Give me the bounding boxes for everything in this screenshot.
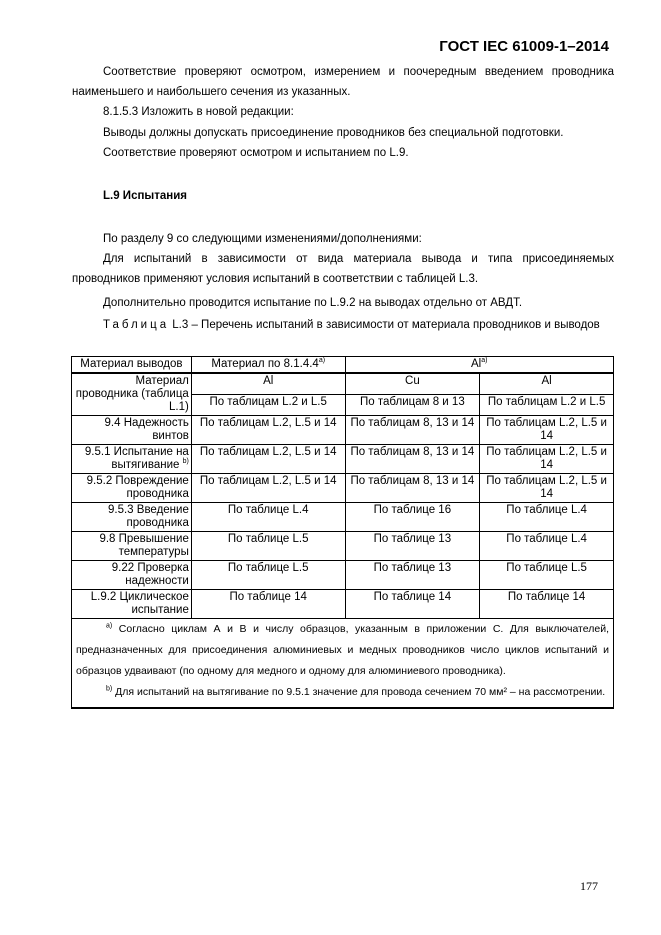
table-caption-word: Таблица (103, 319, 170, 331)
tests-table (71, 356, 614, 709)
table-cell: По таблицам L.2, L.5 и 14 (191, 474, 345, 503)
table-cell: По таблице L.4 (191, 503, 345, 532)
table-caption (72, 315, 614, 335)
table-cell: По таблице L.5 (191, 561, 345, 590)
table-cell: По таблице 13 (345, 532, 480, 561)
table-row (72, 561, 614, 590)
table-cell: Al (191, 373, 345, 395)
table-header-row (72, 357, 614, 374)
table-cell: По таблицам L.2, L.5 и 14 (480, 416, 614, 445)
table-cell: По таблицам L.2, L.5 и 14 (480, 474, 614, 503)
table-cell: По таблицам L.2, L.5 и 14 (191, 445, 345, 474)
header-material-8144: Материал по 8.1.4.4$^{a)}$ (191, 357, 345, 374)
header-terminal-material: Материал выводов (72, 357, 192, 374)
table-cell: По таблицам 8 и 13 (345, 395, 480, 416)
table-cell: По таблице L.4 (480, 532, 614, 561)
paragraph-7: Дополнительно проводится испытание по L.9.2 на выводах отдельно от АВДТ. (103, 297, 523, 309)
table-row (72, 503, 614, 532)
paragraph-2: 8.1.5.3 Изложить в новой редакции: (103, 106, 294, 118)
table-cell: По таблицам 8, 13 и 14 (345, 474, 480, 503)
table-cell: По таблице 14 (480, 590, 614, 619)
row-label: 9.22 Проверка надежности (72, 561, 192, 590)
header-al: Al$^{a)}$ (345, 357, 613, 374)
table-cell: По таблицам L.2 и L.5 (191, 395, 345, 416)
row-label: 9.5.3 Введение проводника (72, 503, 192, 532)
page-number: 177 (580, 879, 598, 893)
table-cell: По таблице 14 (345, 590, 480, 619)
table-cell: По таблице L.5 (480, 561, 614, 590)
paragraph-1: Соответствие проверяют осмотром, измерением и поочередным введением проводника наименьшего и наибольшего сечения из указанных. (72, 66, 614, 98)
table-row (72, 445, 614, 474)
table-cell: Cu (345, 373, 480, 395)
table-row (72, 416, 614, 445)
footnote-a: $^{a)}$ Согласно циклам А и В и числу образцов, указанным в приложении С. Для выключателей, предназначенных для присоединения алюминиевых и медных проводников число циклов испытаний и образцов удваивают (по одному для медного и одному для алюминиевого проводника). (76, 622, 609, 677)
row-label: 9.5.2 Повреждение проводника (72, 474, 192, 503)
table-row (72, 532, 614, 561)
table-cell: По таблице 16 (345, 503, 480, 532)
table-caption-text: L.3 – Перечень испытаний в зависимости от материала проводников и выводов (169, 319, 600, 331)
document-header: ГОСТ IEC 61009-1–2014 (439, 38, 609, 55)
table-cell: По таблицам 8, 13 и 14 (345, 416, 480, 445)
row-label: 9.8 Превышение температуры (72, 532, 192, 561)
table-row (72, 590, 614, 619)
table-notes (72, 619, 614, 709)
row-label: Материал проводника (таблица L.1) (72, 373, 192, 416)
footnote-b: $^{b)}$ Для испытаний на вытягивание по 9.5.1 значение для провода сечением 70 мм² – на рассмотрении. (106, 685, 606, 698)
table-cell: Al (480, 373, 614, 395)
table-cell: По таблицам L.2, L.5 и 14 (191, 416, 345, 445)
table-cell: По таблице L.5 (191, 532, 345, 561)
paragraph-3: Выводы должны допускать присоединение проводников без специальной подготовки. (103, 127, 564, 139)
paragraph-5: По разделу 9 со следующими изменениями/дополнениями: (103, 233, 422, 245)
section-title: L.9 Испытания (103, 190, 187, 202)
table-cell: По таблицам L.2 и L.5 (480, 395, 614, 416)
table-cell: По таблице L.4 (480, 503, 614, 532)
table-notes-row (72, 619, 614, 709)
row-label: L.9.2 Циклическое испытание (72, 590, 192, 619)
table-row (72, 474, 614, 503)
row-label: 9.5.1 Испытание на вытягивание $^{b)}$ (72, 445, 192, 474)
table-cell: По таблицам 8, 13 и 14 (345, 445, 480, 474)
paragraph-6: Для испытаний в зависимости от вида материала вывода и типа присоединяемых проводников применяют условия испытаний в соответствии с таблицей L.3. (72, 253, 614, 285)
table-row (72, 373, 614, 395)
table-cell: По таблице 14 (191, 590, 345, 619)
paragraph-4: Соответствие проверяют осмотром и испытанием по L.9. (103, 147, 409, 159)
row-label: 9.4 Надежность винтов (72, 416, 192, 445)
table-cell: По таблицам L.2, L.5 и 14 (480, 445, 614, 474)
table-cell: По таблице 13 (345, 561, 480, 590)
